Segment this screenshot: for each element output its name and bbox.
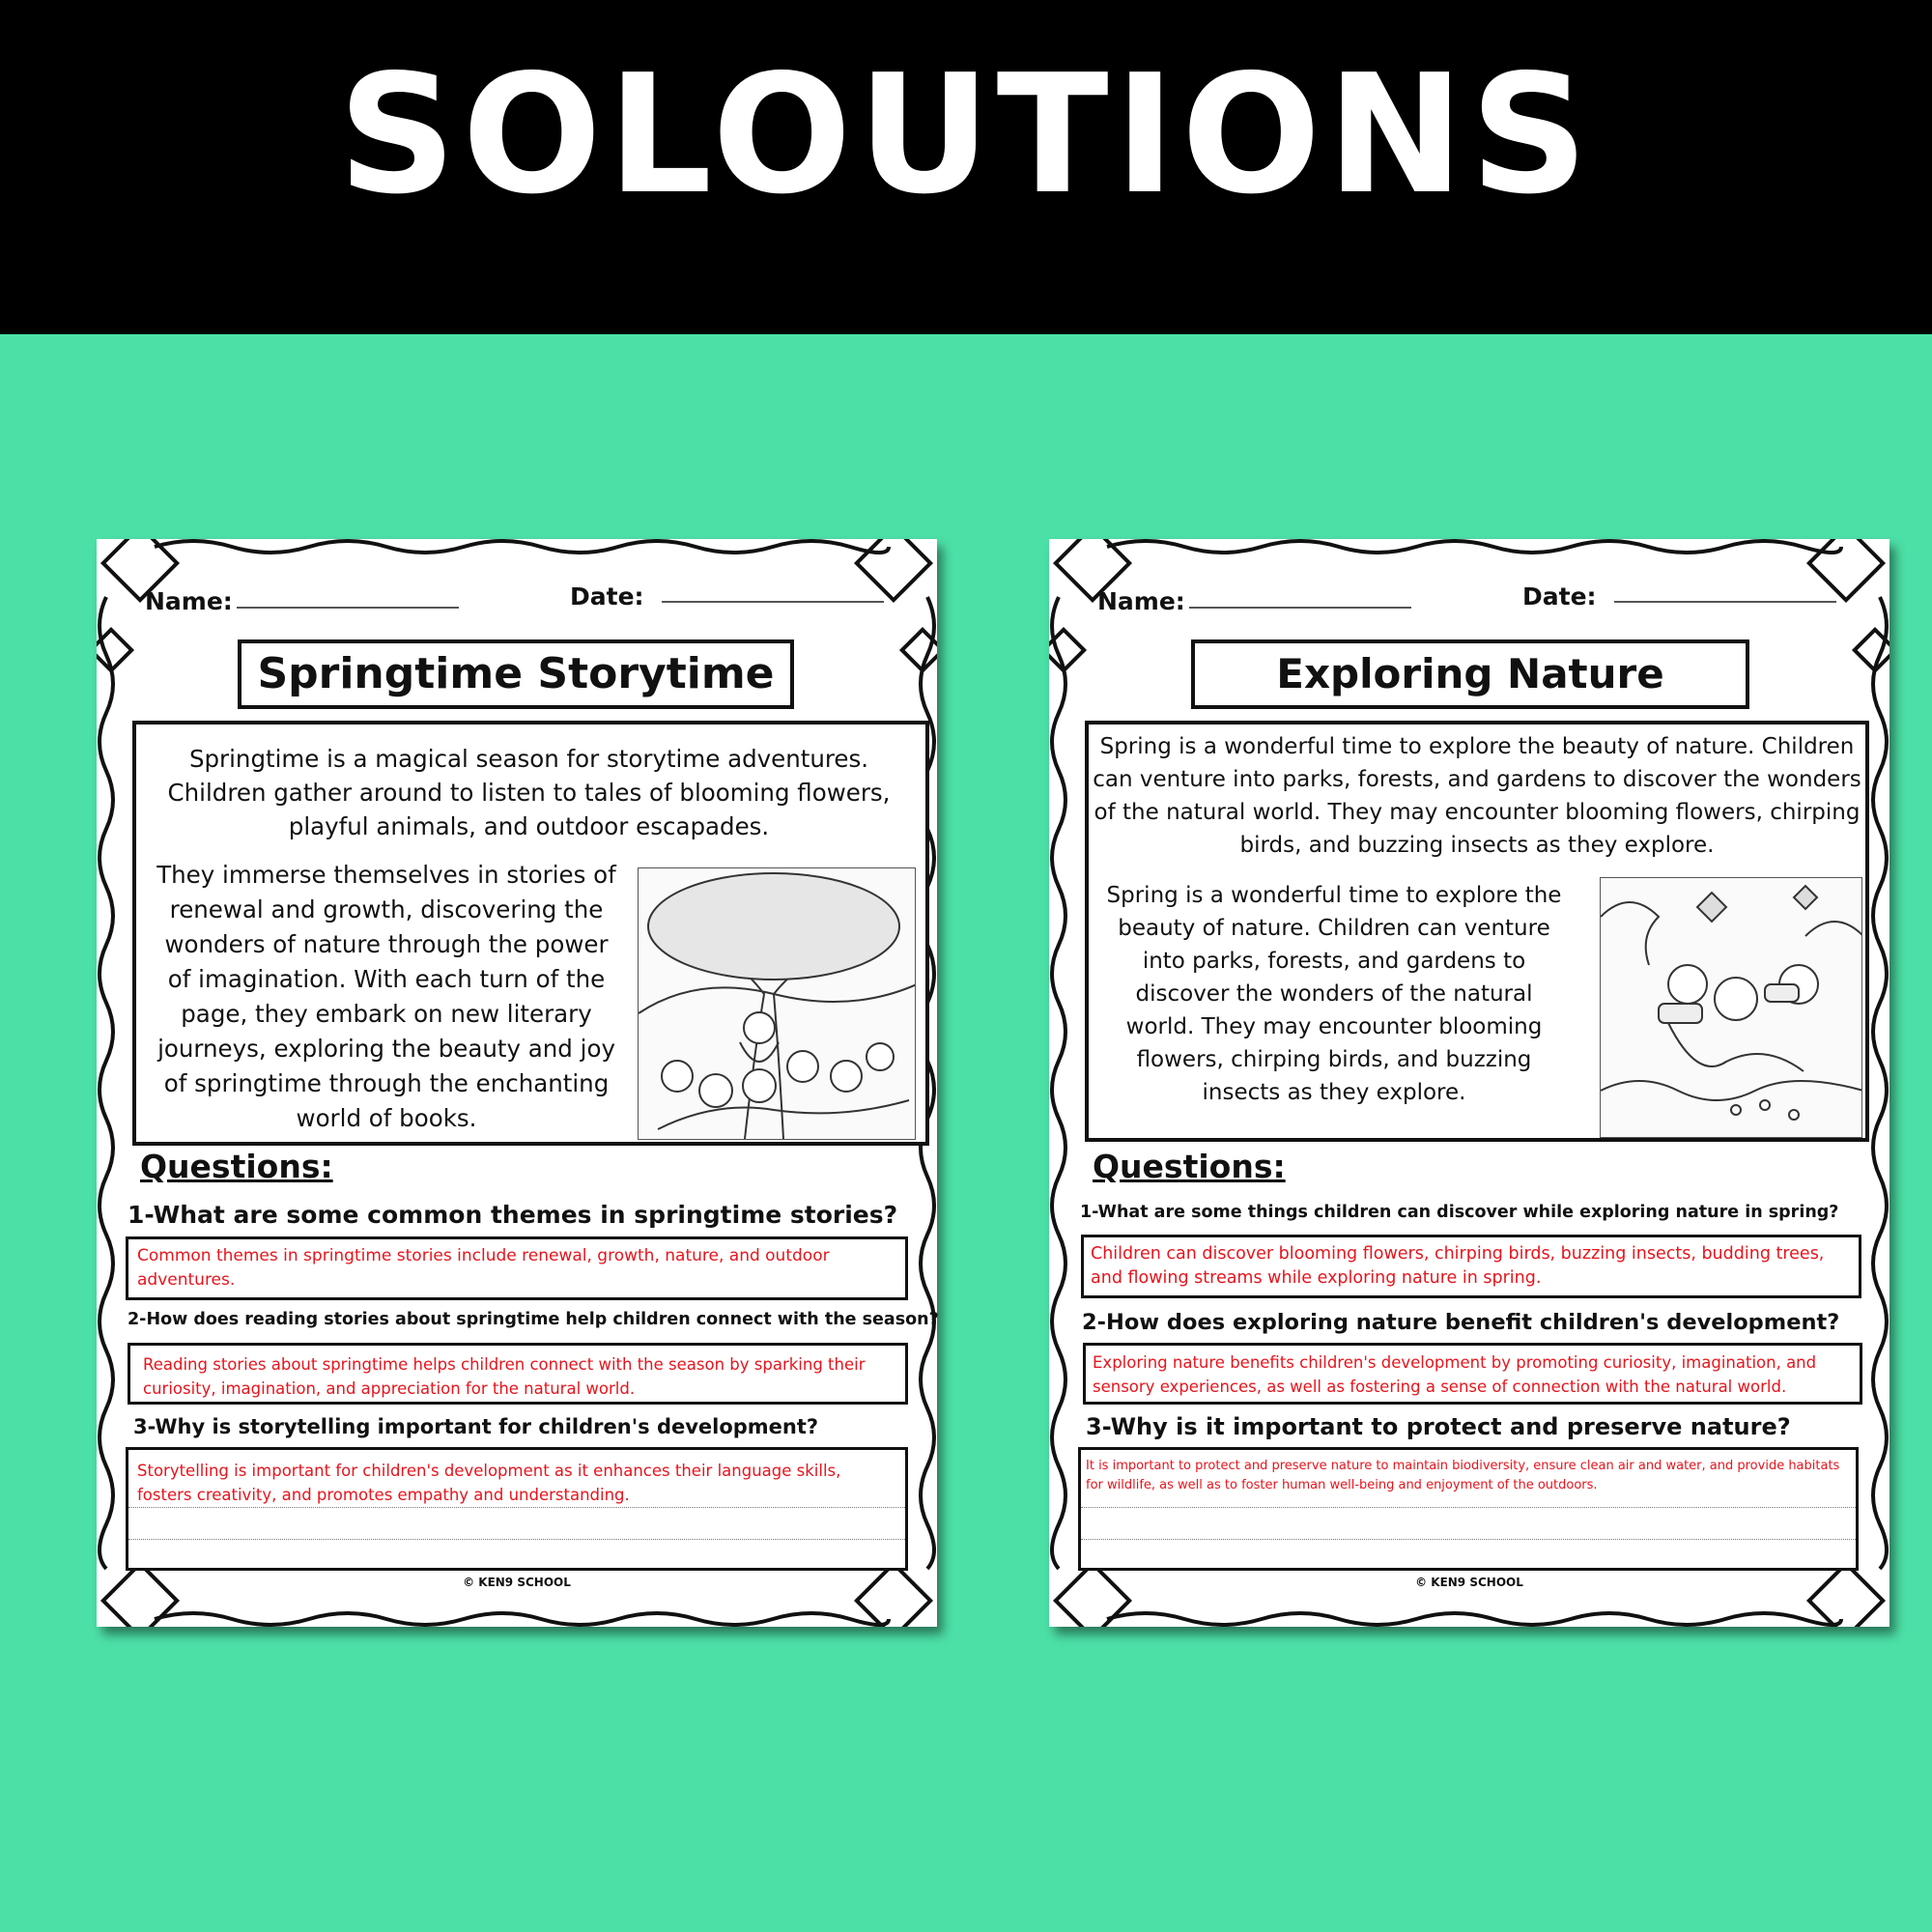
worksheet-title: Springtime Storytime [238, 639, 794, 709]
name-line [237, 607, 459, 609]
answer-3: It is important to protect and preserve nature to maintain biodiversity, ensure clean air and water, and provide habitats for wildlife, as well as to foster human well-being and enjoyment of the outdoors. [1086, 1459, 1840, 1492]
passage-intro: Springtime is a magical season for storytime adventures. Children gather around to listen to tales of blooming flowers, playful animals, and outdoor escapades. [167, 745, 891, 840]
answer-line [128, 1507, 905, 1508]
answer-line [128, 1539, 905, 1540]
questions-heading: Questions: [140, 1148, 333, 1185]
answer-2: Reading stories about springtime helps children connect with the season by sparking their curiosity, imagination, and appreciation for the natural world. [143, 1355, 866, 1398]
banner [0, 0, 1932, 334]
children-exploring-illustration [1600, 877, 1862, 1138]
date-line [662, 601, 884, 603]
date-label: Date: [1522, 582, 1597, 611]
answer-line [1081, 1539, 1856, 1540]
storyteller-illustration [638, 867, 916, 1140]
banner-title: SOLOUTIONS [337, 40, 1595, 231]
question-1: 1-What are some common themes in springtime stories? [128, 1201, 898, 1229]
name-label: Name: [1097, 587, 1185, 615]
name-line [1189, 607, 1411, 609]
question-1: 1-What are some things children can discover while exploring nature in spring? [1080, 1203, 1839, 1222]
name-label: Name: [145, 587, 233, 615]
passage-intro: Spring is a wonderful time to explore the beauty of nature. Children can venture into parks, forests, and gardens to discover the wonders of the natural world. They may encounter blooming flowers, chirping birds, and buzzing insects as they explore. [1093, 734, 1861, 858]
footer-copyright: © KEN9 SCHOOL [463, 1576, 571, 1589]
date-label: Date: [570, 582, 644, 611]
worksheet-exploring-nature [1049, 539, 1889, 1627]
passage-body: They immerse themselves in stories of renewal and growth, discovering the wonders of nature through the power of imagination. With each turn of the page, they embark on new literary journeys, exploring the beauty and joy of springtime through the enchanting world of books. [156, 861, 616, 1132]
passage-body: Spring is a wonderful time to explore the beauty of nature. Children can venture into parks, forests, and gardens to discover the wonders of the natural world. They may encounter blooming flowers, chirping birds, and buzzing insects as they explore. [1106, 883, 1562, 1105]
date-line [1614, 601, 1836, 603]
question-2: 2-How does reading stories about springtime help children connect with the season? [128, 1310, 939, 1329]
worksheet-title: Exploring Nature [1191, 639, 1749, 709]
footer-copyright: © KEN9 SCHOOL [1415, 1576, 1523, 1589]
worksheet-springtime-storytime [97, 539, 937, 1627]
question-3: 3-Why is it important to protect and preserve nature? [1086, 1413, 1791, 1440]
question-2: 2-How does exploring nature benefit children's development? [1082, 1310, 1840, 1335]
answer-1: Common themes in springtime stories include renewal, growth, nature, and outdoor adventures. [137, 1246, 830, 1290]
questions-heading: Questions: [1093, 1148, 1286, 1185]
question-3: 3-Why is storytelling important for children's development? [133, 1415, 819, 1438]
answer-1: Children can discover blooming flowers, chirping birds, buzzing insects, budding trees, and flowing streams while exploring nature in spring. [1091, 1244, 1825, 1288]
answer-2: Exploring nature benefits children's development by promoting curiosity, imagination, and sensory experiences, as well as fostering a sense of connection with the natural world. [1093, 1353, 1817, 1396]
answer-line [1081, 1507, 1856, 1508]
answer-3: Storytelling is important for children's development as it enhances their language skills, fosters creativity, and promotes empathy and understanding. [137, 1462, 841, 1504]
